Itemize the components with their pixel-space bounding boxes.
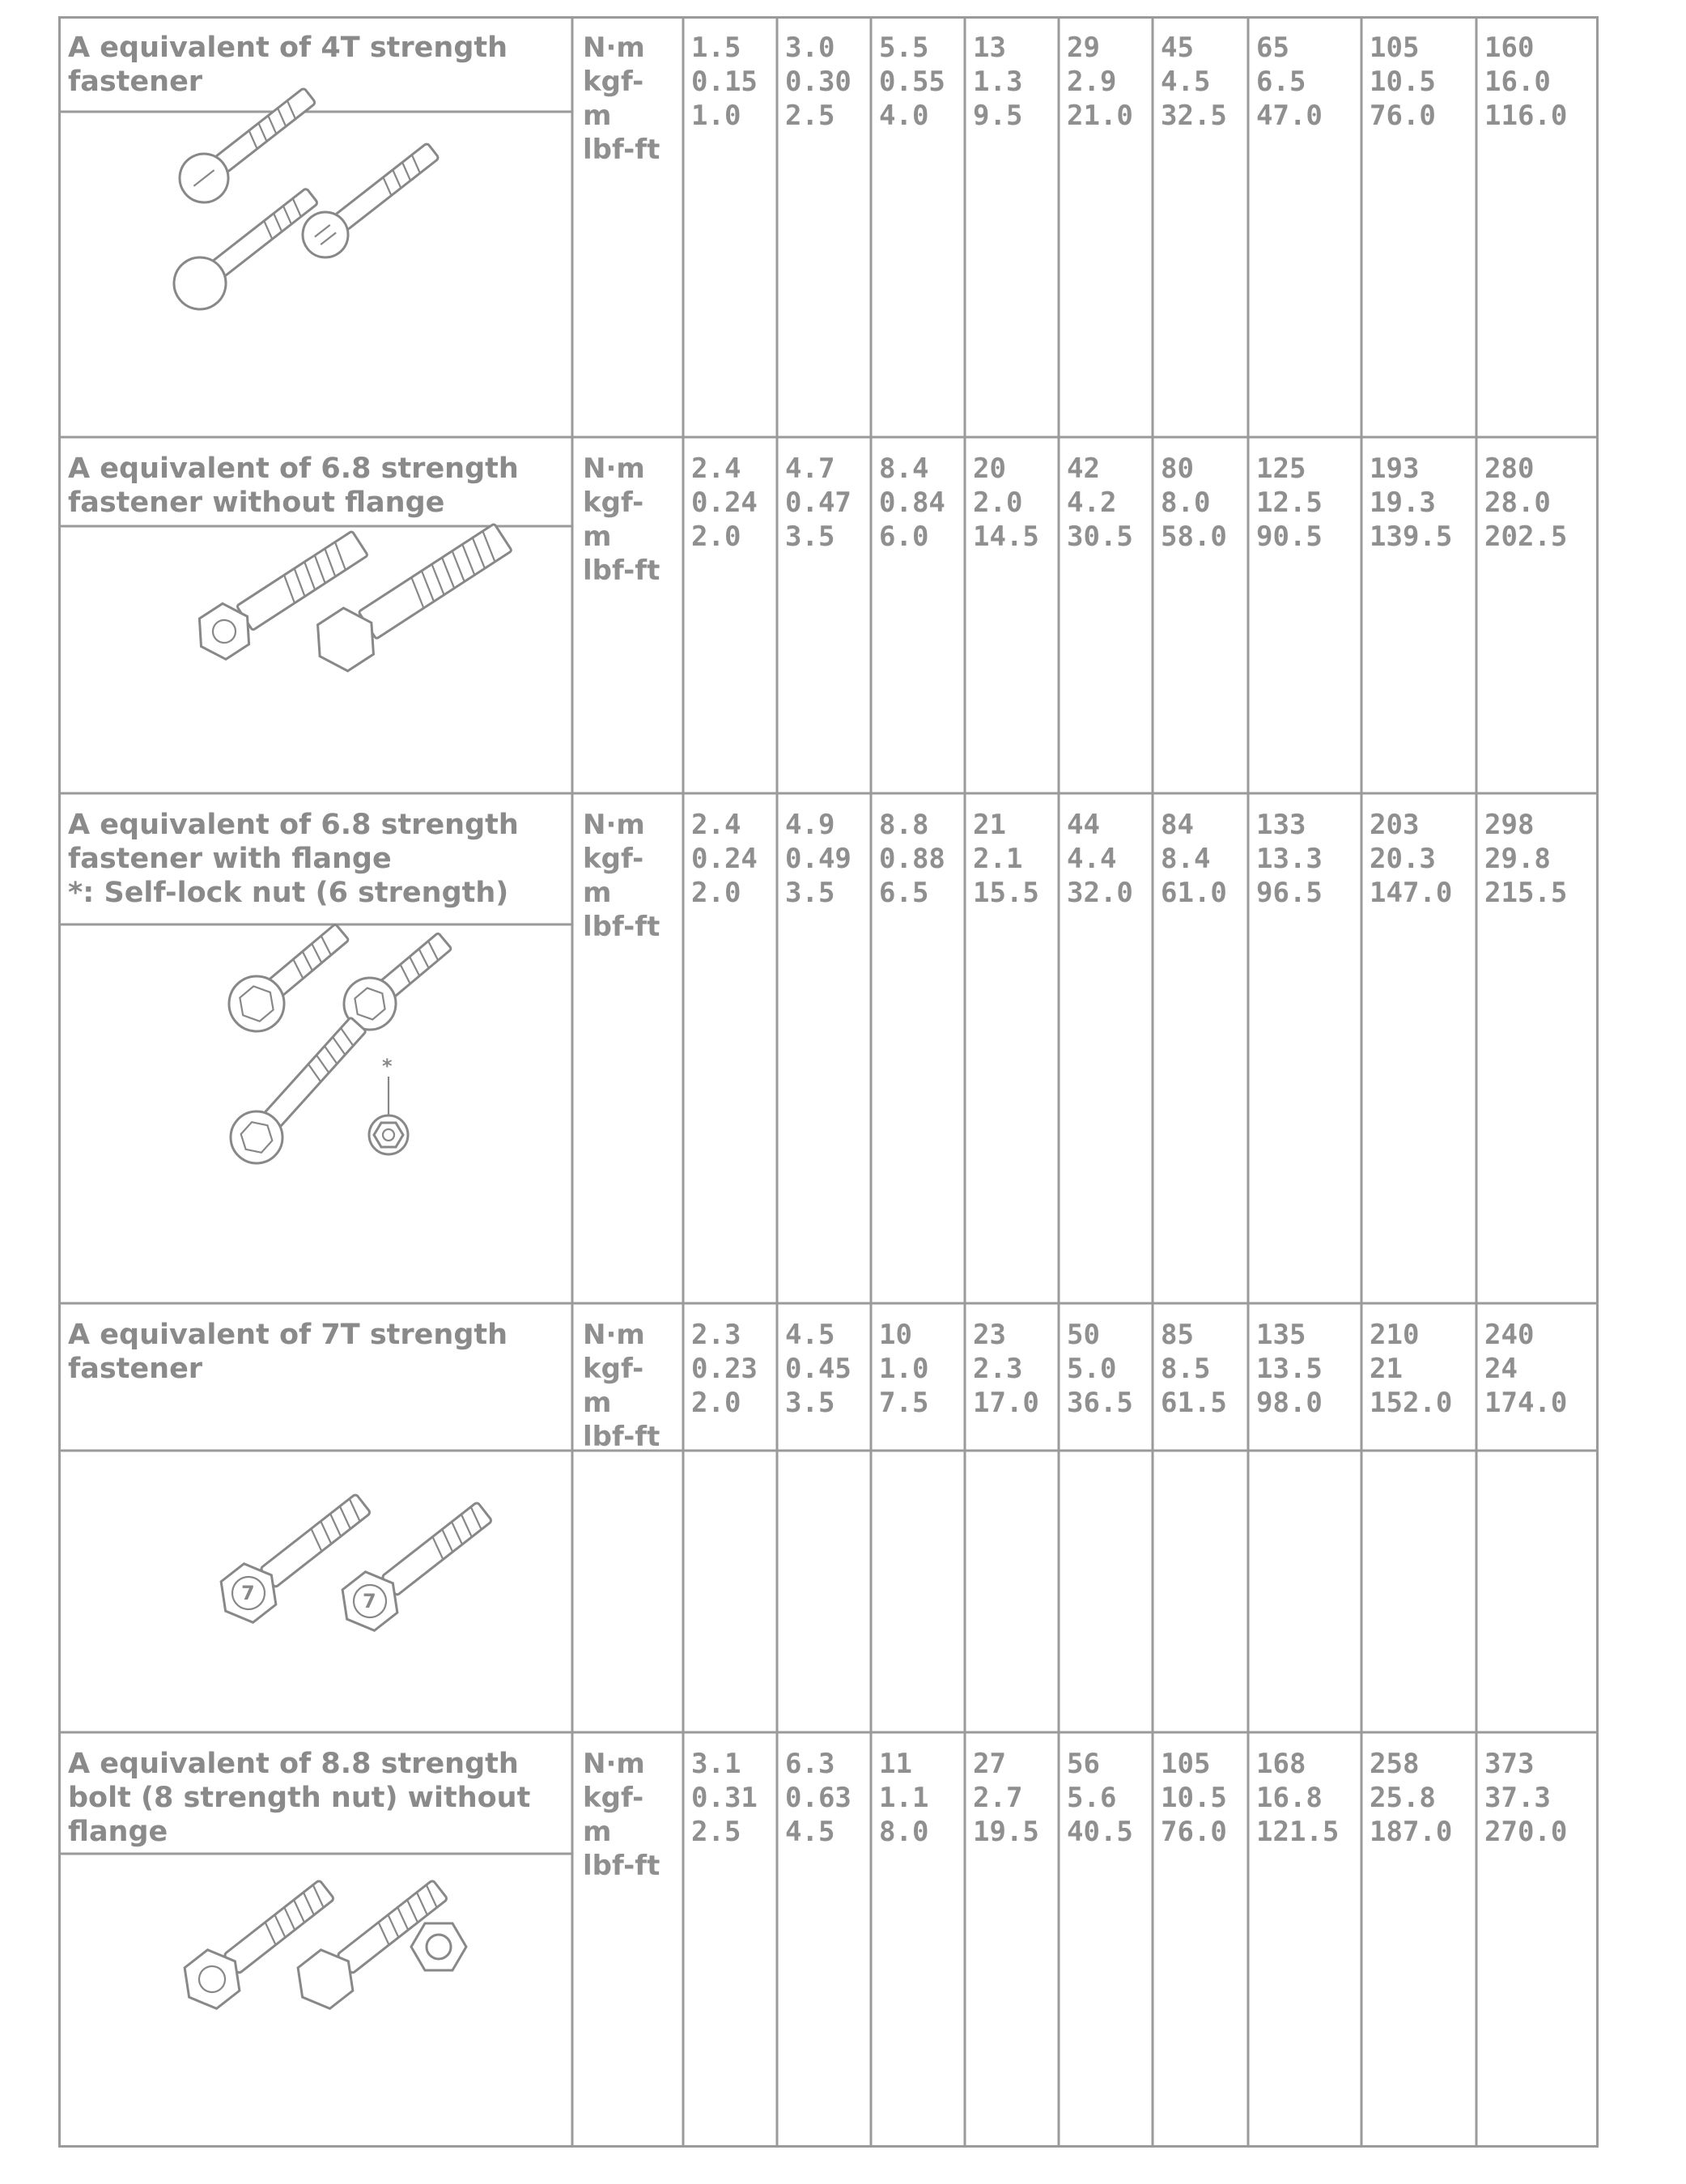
torque-value: 6.0 — [879, 521, 929, 553]
torque-value: 80 — [1161, 453, 1194, 485]
torque-value: 10.5 — [1161, 1782, 1227, 1814]
torque-value: 32.0 — [1067, 877, 1133, 909]
torque-value: 3.5 — [785, 877, 835, 909]
torque-value: 5.6 — [1067, 1782, 1117, 1814]
torque-value: 2.0 — [973, 487, 1023, 519]
nut-mark-asterisk: * — [382, 1055, 393, 1077]
head-mark-7: 7 — [241, 1582, 255, 1604]
torque-value: 16.0 — [1484, 66, 1551, 98]
torque-value: 5.5 — [879, 32, 929, 64]
torque-value: 2.5 — [785, 100, 835, 132]
torque-value: 133 — [1256, 809, 1306, 841]
unit-label: kgf- — [583, 1782, 644, 1814]
torque-value: 0.24 — [691, 487, 758, 519]
torque-value: 0.45 — [785, 1353, 851, 1385]
torque-value: 10.5 — [1370, 66, 1436, 98]
torque-value: 61.0 — [1161, 877, 1227, 909]
torque-value: 98.0 — [1256, 1387, 1323, 1419]
torque-value: 1.0 — [691, 100, 741, 132]
torque-value: 0.49 — [785, 843, 851, 875]
torque-value: 90.5 — [1256, 521, 1323, 553]
torque-value: 47.0 — [1256, 100, 1323, 132]
torque-value: 3.0 — [785, 32, 835, 64]
torque-value: 11 — [879, 1748, 912, 1780]
torque-value: 210 — [1370, 1319, 1420, 1351]
torque-value: 45 — [1161, 32, 1194, 64]
unit-label: N·m — [583, 1748, 645, 1780]
bolts-8-8-icon — [173, 1869, 466, 2017]
torque-value: 96.5 — [1256, 877, 1323, 909]
torque-value: 373 — [1484, 1748, 1535, 1780]
unit-label: lbf-ft — [583, 554, 660, 587]
torque-value: 65 — [1256, 32, 1289, 64]
torque-value: 6.5 — [879, 877, 929, 909]
torque-value: 30.5 — [1067, 521, 1133, 553]
torque-value: 20 — [973, 453, 1006, 485]
torque-value: 7.5 — [879, 1387, 929, 1419]
group-label-line: A equivalent of 6.8 strength — [68, 453, 519, 485]
torque-value: 0.31 — [691, 1782, 758, 1814]
torque-value: 160 — [1484, 32, 1535, 64]
torque-value: 4.7 — [785, 453, 835, 485]
torque-value: 61.5 — [1161, 1387, 1227, 1419]
torque-value: 105 — [1370, 32, 1420, 64]
torque-value: 10 — [879, 1319, 912, 1351]
torque-value: 4.4 — [1067, 843, 1117, 875]
torque-value: 0.30 — [785, 66, 851, 98]
torque-value: 8.5 — [1161, 1353, 1211, 1385]
torque-value: 1.1 — [879, 1782, 929, 1814]
unit-label: N·m — [583, 32, 645, 64]
torque-value: 42 — [1067, 453, 1100, 485]
group-label-line: fastener with flange — [68, 843, 392, 875]
torque-value: 3.1 — [691, 1748, 741, 1780]
torque-value: 2.0 — [691, 1387, 741, 1419]
torque-value: 8.0 — [1161, 487, 1211, 519]
unit-label: N·m — [583, 1319, 645, 1351]
unit-label: m — [583, 100, 612, 132]
torque-value: 0.23 — [691, 1353, 758, 1385]
torque-value: 32.5 — [1161, 100, 1227, 132]
torque-value: 121.5 — [1256, 1816, 1340, 1848]
torque-value: 14.5 — [973, 521, 1039, 553]
torque-value: 8.4 — [879, 453, 929, 485]
torque-value: 9.5 — [973, 100, 1023, 132]
torque-value: 85 — [1161, 1319, 1194, 1351]
torque-value: 4.5 — [1161, 66, 1211, 98]
group-label-line: A equivalent of 4T strength — [68, 32, 508, 64]
torque-value: 4.0 — [879, 100, 929, 132]
torque-value: 4.2 — [1067, 487, 1117, 519]
torque-value: 21.0 — [1067, 100, 1133, 132]
torque-value: 1.0 — [879, 1353, 929, 1385]
torque-value: 36.5 — [1067, 1387, 1133, 1419]
torque-value: 135 — [1256, 1319, 1306, 1351]
torque-value: 240 — [1484, 1319, 1535, 1351]
torque-value: 19.5 — [973, 1816, 1039, 1848]
torque-value: 0.24 — [691, 843, 758, 875]
unit-label: m — [583, 1816, 612, 1848]
torque-value: 202.5 — [1484, 521, 1568, 553]
torque-value: 0.47 — [785, 487, 851, 519]
unit-label: kgf- — [583, 66, 644, 98]
group-label-line: fastener — [68, 66, 203, 98]
torque-value: 4.5 — [785, 1319, 835, 1351]
unit-label: m — [583, 877, 612, 909]
group-label-line: flange — [68, 1816, 168, 1848]
torque-value: 8.0 — [879, 1816, 929, 1848]
group-label-line: A equivalent of 6.8 strength — [68, 809, 519, 841]
torque-value: 105 — [1161, 1748, 1211, 1780]
torque-value: 270.0 — [1484, 1816, 1568, 1848]
torque-value: 56 — [1067, 1748, 1100, 1780]
unit-label: N·m — [583, 809, 645, 841]
torque-value: 6.3 — [785, 1748, 835, 1780]
torque-value: 2.4 — [691, 809, 741, 841]
group-label-line: A equivalent of 7T strength — [68, 1319, 508, 1351]
bolts-7t-icon — [210, 1483, 501, 1639]
group-label-line: fastener without flange — [68, 487, 445, 519]
bolts-6-8-no-flange-icon — [188, 514, 518, 679]
torque-value: 17.0 — [973, 1387, 1039, 1419]
torque-value: 0.88 — [879, 843, 945, 875]
torque-value: 25.8 — [1370, 1782, 1436, 1814]
torque-value: 187.0 — [1370, 1816, 1453, 1848]
bolts-6-8-flange-icon — [218, 911, 461, 1174]
torque-value: 58.0 — [1161, 521, 1227, 553]
group-label-line: fastener — [68, 1353, 203, 1385]
unit-label: lbf-ft — [583, 1850, 660, 1882]
torque-value: 2.1 — [973, 843, 1023, 875]
torque-value: 0.63 — [785, 1782, 851, 1814]
torque-value: 2.0 — [691, 521, 741, 553]
torque-value: 258 — [1370, 1748, 1420, 1780]
torque-value: 0.84 — [879, 487, 945, 519]
unit-label: N·m — [583, 453, 645, 485]
torque-value: 168 — [1256, 1748, 1306, 1780]
torque-table — [58, 16, 1604, 2153]
torque-value: 40.5 — [1067, 1816, 1133, 1848]
table-text — [68, 32, 1567, 1882]
torque-value: 4.9 — [785, 809, 835, 841]
torque-value: 125 — [1256, 453, 1306, 485]
torque-value: 3.5 — [785, 1387, 835, 1419]
torque-value: 2.7 — [973, 1782, 1023, 1814]
unit-label: kgf- — [583, 487, 644, 519]
unit-label: kgf- — [583, 843, 644, 875]
torque-value: 147.0 — [1370, 877, 1453, 909]
group-label-line: *: Self-lock nut (6 strength) — [68, 877, 509, 909]
torque-value: 76.0 — [1161, 1816, 1227, 1848]
torque-value: 1.5 — [691, 32, 741, 64]
torque-value: 4.5 — [785, 1816, 835, 1848]
torque-value: 280 — [1484, 453, 1535, 485]
torque-value: 24 — [1484, 1353, 1518, 1385]
torque-value: 23 — [973, 1319, 1006, 1351]
torque-value: 1.3 — [973, 66, 1023, 98]
torque-value: 5.0 — [1067, 1353, 1117, 1385]
torque-value: 16.8 — [1256, 1782, 1323, 1814]
torque-value: 215.5 — [1484, 877, 1568, 909]
torque-value: 28.0 — [1484, 487, 1551, 519]
torque-value: 193 — [1370, 453, 1420, 485]
group-label-line: bolt (8 strength nut) without — [68, 1782, 531, 1814]
torque-value: 2.9 — [1067, 66, 1117, 98]
torque-value: 2.5 — [691, 1816, 741, 1848]
unit-label: kgf- — [583, 1353, 644, 1385]
torque-value: 13 — [973, 32, 1006, 64]
torque-value: 174.0 — [1484, 1387, 1568, 1419]
torque-value: 27 — [973, 1748, 1006, 1780]
unit-label: m — [583, 521, 612, 553]
unit-label: lbf-ft — [583, 1421, 660, 1453]
torque-value: 203 — [1370, 809, 1420, 841]
torque-value: 20.3 — [1370, 843, 1436, 875]
torque-value: 3.5 — [785, 521, 835, 553]
torque-value: 13.3 — [1256, 843, 1323, 875]
torque-value: 50 — [1067, 1319, 1100, 1351]
unit-label: lbf-ft — [583, 911, 660, 943]
torque-value: 2.0 — [691, 877, 741, 909]
torque-value: 15.5 — [973, 877, 1039, 909]
torque-value: 139.5 — [1370, 521, 1453, 553]
torque-value: 2.3 — [973, 1353, 1023, 1385]
torque-value: 116.0 — [1484, 100, 1568, 132]
torque-value: 2.3 — [691, 1319, 741, 1351]
torque-value: 0.15 — [691, 66, 758, 98]
torque-value: 0.55 — [879, 66, 945, 98]
torque-value: 84 — [1161, 809, 1194, 841]
torque-value: 13.5 — [1256, 1353, 1323, 1385]
torque-value: 21 — [1370, 1353, 1403, 1385]
torque-value: 298 — [1484, 809, 1535, 841]
torque-value: 29 — [1067, 32, 1100, 64]
torque-value: 2.4 — [691, 453, 741, 485]
torque-value: 21 — [973, 809, 1006, 841]
torque-value: 76.0 — [1370, 100, 1436, 132]
head-mark-7: 7 — [363, 1590, 376, 1613]
group-label-line: A equivalent of 8.8 strength — [68, 1748, 519, 1780]
torque-value: 12.5 — [1256, 487, 1323, 519]
torque-value: 29.8 — [1484, 843, 1551, 875]
torque-value: 19.3 — [1370, 487, 1436, 519]
torque-value: 152.0 — [1370, 1387, 1453, 1419]
torque-value: 6.5 — [1256, 66, 1306, 98]
torque-value: 37.3 — [1484, 1782, 1551, 1814]
torque-value: 44 — [1067, 809, 1100, 841]
torque-value: 8.4 — [1161, 843, 1211, 875]
unit-label: m — [583, 1387, 612, 1419]
unit-label: lbf-ft — [583, 134, 660, 166]
torque-value: 8.8 — [879, 809, 929, 841]
